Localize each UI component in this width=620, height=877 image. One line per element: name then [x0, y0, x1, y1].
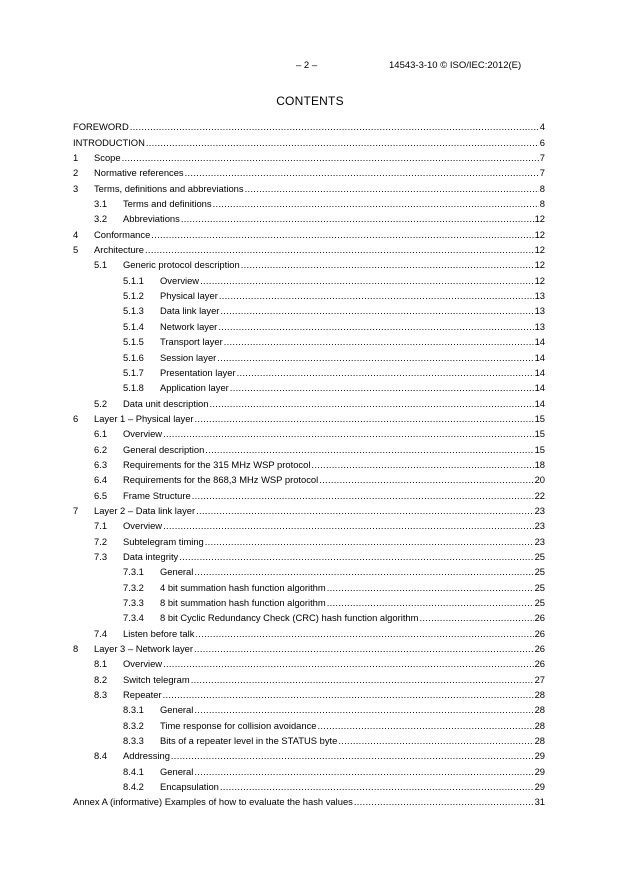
toc-entry-title: Session layer — [160, 351, 217, 363]
toc-entry-number: 5.1.3 — [123, 305, 144, 317]
toc-entry-title: Abbreviations — [123, 213, 180, 225]
toc-entry[interactable] — [73, 685, 545, 700]
toc-entry-title: Subtelegram timing — [123, 535, 204, 547]
toc-entry-title: Data unit description — [123, 397, 209, 409]
dot-leader — [327, 582, 534, 593]
toc-entry[interactable] — [73, 270, 545, 285]
toc-entry-page: 18 — [534, 458, 545, 470]
toc-entry-title: Data link layer — [160, 305, 220, 317]
dot-leader — [130, 121, 539, 132]
toc-entry-page: 26 — [534, 658, 545, 670]
toc-entry-number: 6.5 — [94, 489, 108, 501]
toc-entry-page: 7 — [539, 167, 545, 179]
dot-leader — [220, 305, 533, 316]
toc-entry-title: Bits of a repeater level in the STATUS byte — [160, 735, 338, 747]
toc-entry-number: 5.1.7 — [123, 366, 144, 378]
dot-leader — [163, 689, 534, 700]
dot-leader — [181, 213, 534, 224]
toc-entry-title: Generic protocol description — [123, 259, 240, 271]
toc-entry-number: 8.3.3 — [123, 735, 144, 747]
toc-entry-number: 5 — [73, 244, 79, 256]
toc-entry-page: 25 — [534, 566, 545, 578]
dot-leader — [311, 459, 533, 470]
toc-entry-title: 8 bit Cyclic Redundancy Check (CRC) hash function algorithm — [160, 612, 419, 624]
toc-entry-number: 8.2 — [94, 673, 108, 685]
toc-entry-number: 7.3.1 — [123, 566, 144, 578]
dot-leader — [191, 674, 534, 685]
toc-entry-number: 6 — [73, 412, 79, 424]
toc-entry[interactable] — [73, 393, 545, 408]
toc-entry[interactable] — [73, 455, 545, 470]
dot-leader — [220, 781, 534, 792]
toc-entry[interactable] — [73, 623, 545, 638]
toc-entry-title: Conformance — [94, 228, 151, 240]
toc-entry-number: 8.1 — [94, 658, 108, 670]
toc-entry[interactable] — [73, 224, 545, 239]
toc-entry-title: Network layer — [160, 320, 218, 332]
toc-entry[interactable] — [73, 347, 545, 362]
page-header — [0, 60, 620, 74]
dot-leader — [213, 198, 539, 209]
toc-entry[interactable] — [73, 654, 545, 669]
toc-entry-page: 29 — [534, 781, 545, 793]
toc-entry[interactable] — [73, 363, 545, 378]
dot-leader — [217, 352, 533, 363]
toc-entry-title: Terms and definitions — [123, 198, 212, 210]
toc-entry[interactable] — [73, 378, 545, 393]
toc-entry-number: 7.4 — [94, 627, 108, 639]
toc-entry-number: 8.4.1 — [123, 765, 144, 777]
dot-leader — [194, 704, 533, 715]
toc-entry[interactable] — [73, 639, 545, 654]
toc-entry-page: 15 — [534, 412, 545, 424]
toc-entry-number: 4 — [73, 228, 79, 240]
toc-entry-page: 29 — [534, 765, 545, 777]
toc-entry[interactable] — [73, 731, 545, 746]
toc-entry-page: 22 — [534, 489, 545, 501]
toc-entry-number: 7.2 — [94, 535, 108, 547]
toc-entry-title: Requirements for the 315 MHz WSP protocol — [123, 458, 311, 470]
dot-leader — [195, 413, 534, 424]
dot-leader — [151, 229, 533, 240]
toc-entry-title: Switch telegram — [123, 673, 190, 685]
toc-entry-title: Architecture — [94, 244, 145, 256]
toc-entry-page: 23 — [534, 520, 545, 532]
toc-entry-number: 8.3.1 — [123, 704, 144, 716]
toc-entry-number: 8.3.2 — [123, 719, 144, 731]
toc-entry[interactable] — [73, 715, 545, 730]
toc-entry-page: 23 — [534, 535, 545, 547]
table-of-contents — [73, 117, 545, 807]
dot-leader — [241, 259, 534, 270]
toc-entry-number: 5.1.8 — [123, 382, 144, 394]
toc-entry-title: Terms, definitions and abbreviations — [94, 182, 244, 194]
toc-entry-page: 4 — [539, 121, 545, 133]
toc-entry-number: 3.1 — [94, 198, 108, 210]
toc-entry-number: 7.3.4 — [123, 612, 144, 624]
toc-entry-page: 12 — [534, 228, 545, 240]
toc-entry[interactable] — [73, 132, 545, 147]
toc-entry-page: 23 — [534, 504, 545, 516]
toc-entry[interactable] — [73, 409, 545, 424]
dot-leader — [218, 321, 533, 332]
dot-leader — [338, 735, 533, 746]
toc-entry[interactable] — [73, 439, 545, 454]
page-number: – 2 – — [296, 60, 318, 71]
toc-entry-number: 8.4.2 — [123, 781, 144, 793]
toc-entry-page: 25 — [534, 597, 545, 608]
toc-entry-page: 26 — [534, 627, 545, 639]
toc-entry[interactable] — [73, 485, 545, 500]
dot-leader — [146, 137, 539, 148]
toc-entry-page: 28 — [534, 704, 545, 716]
toc-entry-number: 5.1 — [94, 259, 108, 271]
toc-entry-number: 5.1.5 — [123, 336, 144, 348]
toc-entry-page: 27 — [534, 673, 545, 685]
toc-entry-page: 14 — [534, 397, 545, 409]
toc-entry-title: Layer 1 – Physical layer — [94, 412, 194, 424]
dot-leader — [194, 766, 533, 777]
toc-entry-number: 8 — [73, 643, 79, 655]
toc-entry-number: 6.3 — [94, 458, 108, 470]
toc-entry-page: 14 — [534, 351, 545, 363]
toc-entry[interactable] — [73, 516, 545, 531]
toc-entry-title: Addressing — [123, 750, 170, 762]
dot-leader — [205, 536, 534, 547]
toc-entry-title: Normative references — [94, 167, 184, 179]
toc-entry-page: 8 — [539, 182, 545, 194]
toc-entry-title: Requirements for the 868,3 MHz WSP protocol — [123, 474, 319, 486]
toc-entry-page: 12 — [534, 274, 545, 286]
toc-entry-title: Overview — [123, 520, 163, 532]
dot-leader — [192, 490, 534, 501]
toc-entry-number: 7.3.3 — [123, 597, 144, 608]
toc-entry-number: 5.2 — [94, 397, 108, 409]
toc-entry-page: 25 — [534, 581, 545, 593]
toc-entry-number: 2 — [73, 167, 79, 179]
toc-entry-page: 28 — [534, 719, 545, 731]
toc-entry[interactable] — [73, 562, 545, 577]
dot-leader — [122, 152, 539, 163]
toc-entry-title: General description — [123, 443, 205, 455]
toc-entry[interactable] — [73, 547, 545, 562]
toc-entry-title: Listen before talk — [123, 627, 195, 639]
toc-entry-title: General — [160, 566, 194, 578]
toc-entry[interactable] — [73, 240, 545, 255]
toc-entry-number: 3.2 — [94, 213, 108, 225]
toc-entry[interactable] — [73, 332, 545, 347]
dot-leader — [205, 444, 533, 455]
toc-entry-number: 7.1 — [94, 520, 108, 532]
toc-entry-number: 5.1.4 — [123, 320, 144, 332]
toc-entry-page: 13 — [534, 320, 545, 332]
dot-leader — [224, 336, 534, 347]
toc-entry-title: Layer 3 – Network layer — [94, 643, 194, 655]
toc-entry-page: 14 — [534, 366, 545, 378]
toc-entry-page: 15 — [534, 443, 545, 455]
toc-entry-number: 5.1.6 — [123, 351, 144, 363]
toc-entry-number: 8.4 — [94, 750, 108, 762]
dot-leader — [194, 566, 533, 577]
dot-leader — [237, 367, 534, 378]
dot-leader — [219, 290, 534, 301]
toc-entry-number: 8.3 — [94, 689, 108, 701]
toc-entry-title: Scope — [94, 152, 121, 164]
toc-entry-title: Data integrity — [123, 550, 179, 562]
toc-entry[interactable] — [73, 209, 545, 224]
toc-entry-page: 29 — [534, 750, 545, 762]
toc-entry[interactable] — [73, 194, 545, 209]
toc-entry-number: 5.1.1 — [123, 274, 144, 286]
toc-entry[interactable] — [73, 608, 545, 623]
dot-leader — [245, 183, 539, 194]
toc-entry[interactable] — [73, 593, 545, 608]
toc-entry-number: 6.1 — [94, 428, 108, 440]
toc-entry[interactable] — [73, 178, 545, 193]
dot-leader — [194, 643, 534, 654]
toc-entry[interactable] — [73, 792, 545, 807]
toc-entry-page: 12 — [534, 213, 545, 225]
toc-entry-page: 20 — [534, 474, 545, 486]
toc-entry[interactable] — [73, 301, 545, 316]
dot-leader — [195, 628, 533, 639]
toc-entry[interactable] — [73, 777, 545, 792]
toc-entry-title: Overview — [160, 274, 200, 286]
toc-entry-title: 8 bit summation hash function algorithm — [160, 597, 326, 608]
dot-leader — [209, 398, 533, 409]
toc-entry-page: 28 — [534, 735, 545, 747]
toc-entry-number: 7.3 — [94, 550, 108, 562]
toc-entry-title: General — [160, 704, 194, 716]
toc-entry-page: 14 — [534, 382, 545, 394]
toc-entry[interactable] — [73, 163, 545, 178]
toc-entry-title: INTRODUCTION — [73, 136, 145, 148]
toc-entry-page: 14 — [534, 336, 545, 348]
toc-entry-number: 7 — [73, 504, 79, 516]
toc-entry-title: Physical layer — [160, 290, 218, 302]
toc-entry-title: Application layer — [160, 382, 229, 394]
toc-entry[interactable] — [73, 531, 545, 546]
dot-leader — [200, 275, 533, 286]
toc-entry-title: Transport layer — [160, 336, 223, 348]
toc-entry[interactable] — [73, 761, 545, 776]
toc-entry[interactable] — [73, 316, 545, 331]
toc-entry-number: 6.2 — [94, 443, 108, 455]
toc-entry-page: 26 — [534, 643, 545, 655]
toc-entry-page: 8 — [539, 198, 545, 210]
toc-entry-page: 26 — [534, 612, 545, 624]
toc-entry[interactable] — [73, 117, 545, 132]
toc-entry-page: 7 — [539, 152, 545, 164]
toc-entry[interactable] — [73, 286, 545, 301]
toc-entry-number: 3 — [73, 182, 79, 194]
dot-leader — [419, 612, 533, 623]
toc-entry-title: 4 bit summation hash function algorithm — [160, 581, 326, 593]
toc-entry-number: 6.4 — [94, 474, 108, 486]
dot-leader — [179, 551, 533, 562]
dot-leader — [327, 597, 534, 608]
toc-entry-page: 6 — [539, 136, 545, 148]
document-reference: 14543-3-10 © ISO/IEC:2012(E) — [389, 60, 522, 71]
toc-entry-title: Overview — [123, 428, 163, 440]
toc-entry-title: Encapsulation — [160, 781, 219, 793]
dot-leader — [145, 244, 534, 255]
toc-entry[interactable] — [73, 255, 545, 270]
toc-entry[interactable] — [73, 700, 545, 715]
toc-entry-title: Annex A (informative) Examples of how to evaluate the hash values — [73, 796, 353, 808]
toc-entry[interactable] — [73, 470, 545, 485]
toc-entry-title: Time response for collision avoidance — [160, 719, 317, 731]
toc-entry[interactable] — [73, 424, 545, 439]
toc-entry-title: Overview — [123, 658, 163, 670]
toc-entry-page: 12 — [534, 244, 545, 256]
toc-entry-page: 12 — [534, 259, 545, 271]
dot-leader — [318, 720, 534, 731]
toc-entry-number: 7.3.2 — [123, 581, 144, 593]
dot-leader — [354, 796, 534, 807]
dot-leader — [163, 658, 533, 669]
toc-entry-number: 1 — [73, 152, 79, 164]
dot-leader — [230, 382, 534, 393]
toc-entry-page: 13 — [534, 305, 545, 317]
dot-leader — [171, 750, 534, 761]
toc-entry-title: General — [160, 765, 194, 777]
toc-entry-title: Presentation layer — [160, 366, 236, 378]
toc-entry[interactable] — [73, 746, 545, 761]
toc-entry-title: FOREWORD — [73, 121, 129, 133]
dot-leader — [196, 505, 533, 516]
toc-entry-page: 31 — [534, 796, 545, 808]
dot-leader — [163, 520, 533, 531]
toc-entry[interactable] — [73, 501, 545, 516]
toc-entry-number: 5.1.2 — [123, 290, 144, 302]
toc-entry-title: Layer 2 – Data link layer — [94, 504, 196, 516]
toc-entry-page: 15 — [534, 428, 545, 440]
toc-entry-title: Repeater — [123, 689, 162, 701]
dot-leader — [319, 474, 533, 485]
contents-title: CONTENTS — [276, 94, 344, 108]
toc-entry[interactable] — [73, 669, 545, 684]
toc-entry-page: 13 — [534, 290, 545, 302]
dot-leader — [163, 428, 533, 439]
dot-leader — [185, 167, 539, 178]
toc-entry-page: 25 — [534, 550, 545, 562]
toc-entry-page: 28 — [534, 689, 545, 701]
toc-entry[interactable] — [73, 148, 545, 163]
toc-entry[interactable] — [73, 577, 545, 592]
toc-entry-title: Frame Structure — [123, 489, 191, 501]
